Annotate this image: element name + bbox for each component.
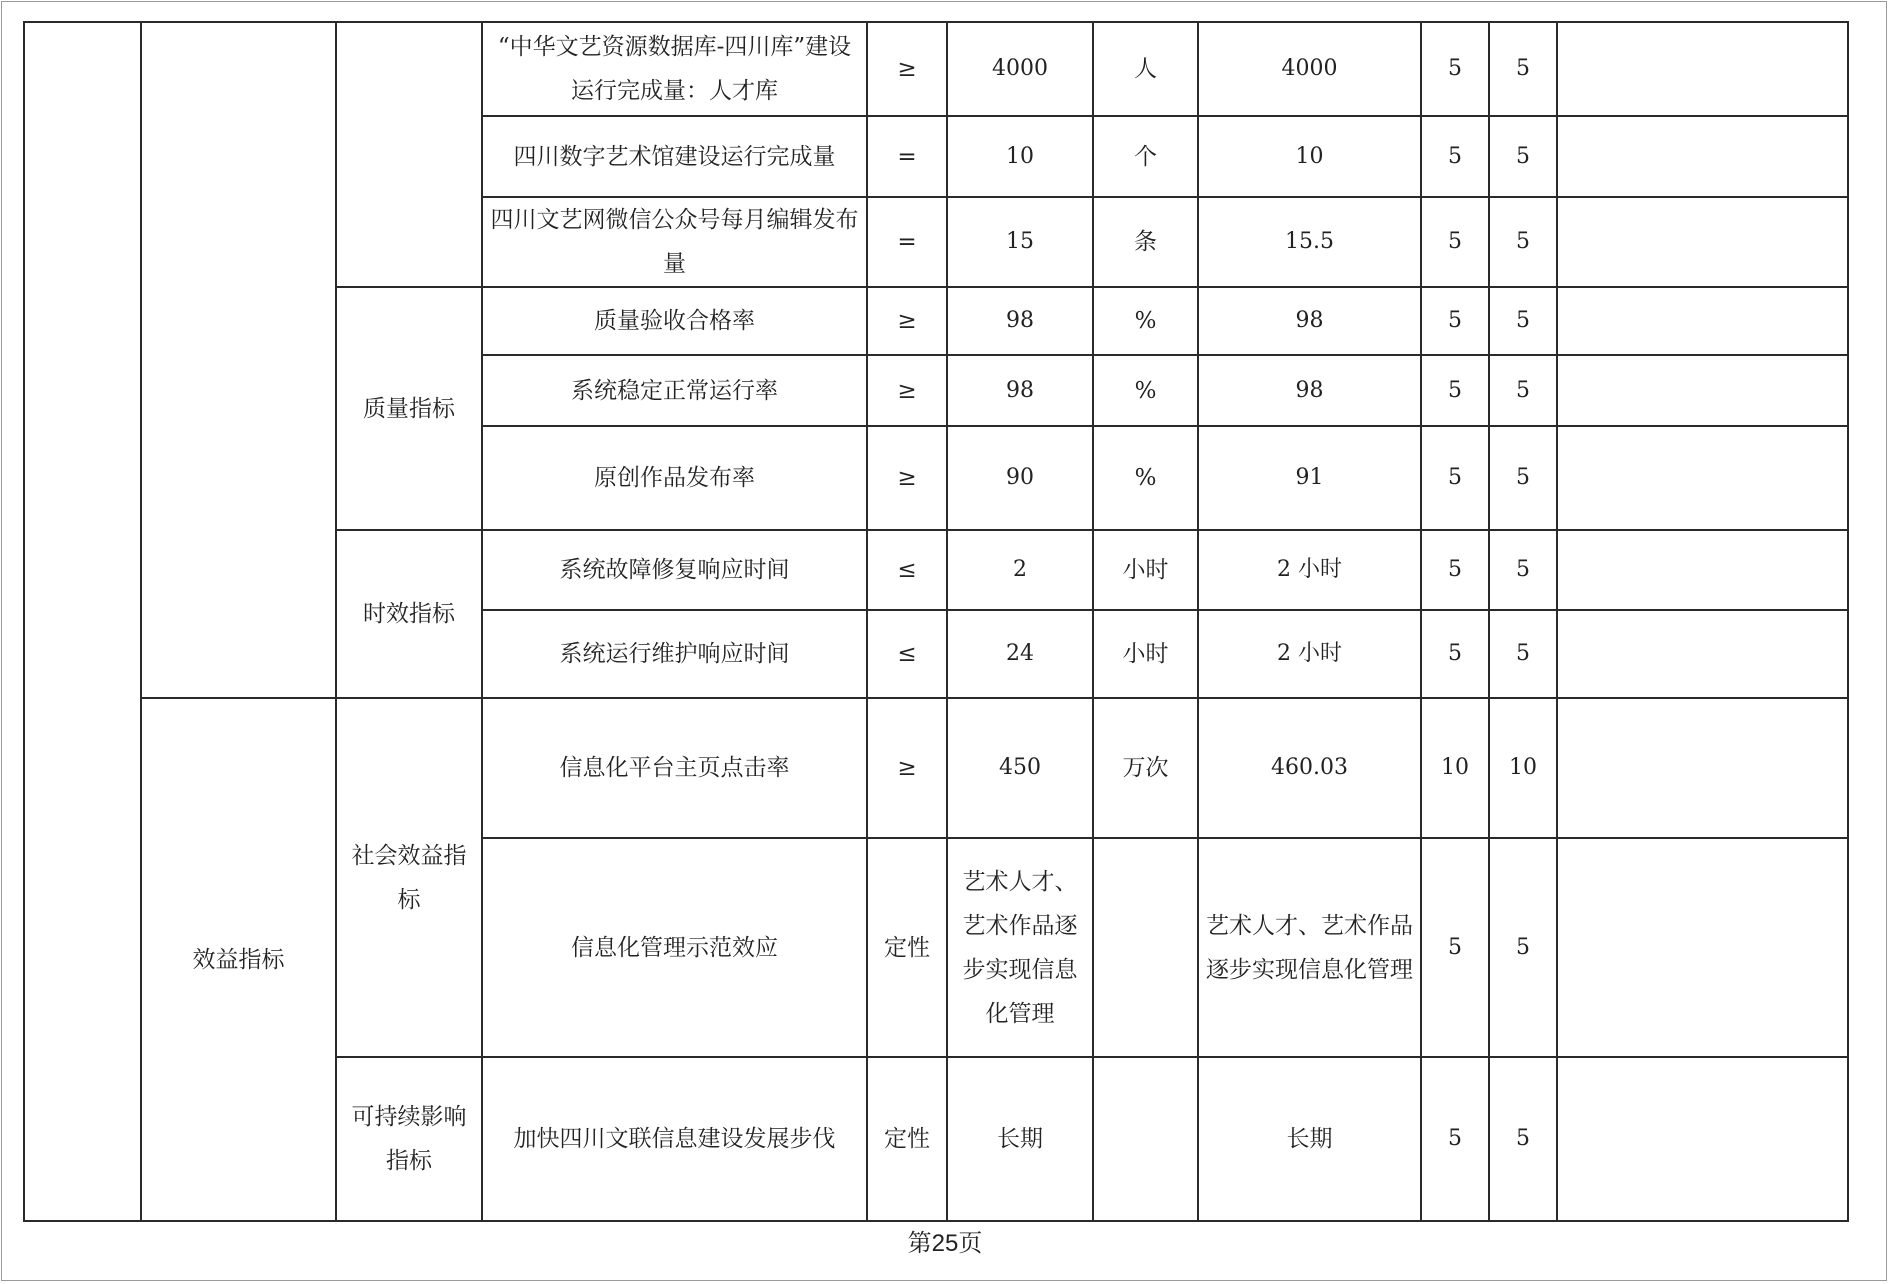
operator: = xyxy=(867,197,947,287)
score: 5 xyxy=(1489,426,1557,530)
level3-category-cell: 时效指标 xyxy=(336,530,482,698)
weight: 5 xyxy=(1421,426,1489,530)
unit: 条 xyxy=(1093,197,1198,287)
performance-indicator-table xyxy=(23,21,1849,1222)
level3-category-cell xyxy=(336,22,482,287)
remark xyxy=(1557,197,1848,287)
actual-value: 98 xyxy=(1198,355,1421,426)
target-value: 24 xyxy=(947,610,1093,698)
target-value: 2 xyxy=(947,530,1093,610)
score: 5 xyxy=(1489,287,1557,355)
remark xyxy=(1557,287,1848,355)
indicator-name: 原创作品发布率 xyxy=(482,426,867,530)
score: 5 xyxy=(1489,1057,1557,1221)
weight: 5 xyxy=(1421,287,1489,355)
remark xyxy=(1557,698,1848,838)
weight: 5 xyxy=(1421,1057,1489,1221)
remark xyxy=(1557,355,1848,426)
level2-category-cell: 效益指标 xyxy=(141,698,336,1221)
operator: ≤ xyxy=(867,610,947,698)
score: 5 xyxy=(1489,116,1557,197)
level3-category-cell: 可持续影响指标 xyxy=(336,1057,482,1221)
weight: 5 xyxy=(1421,197,1489,287)
unit: 万次 xyxy=(1093,698,1198,838)
unit: 个 xyxy=(1093,116,1198,197)
remark xyxy=(1557,1057,1848,1221)
target-value: 90 xyxy=(947,426,1093,530)
unit: 小时 xyxy=(1093,530,1198,610)
actual-value: 艺术人才、艺术作品逐步实现信息化管理 xyxy=(1198,838,1421,1057)
operator: 定性 xyxy=(867,838,947,1057)
actual-value: 91 xyxy=(1198,426,1421,530)
actual-value: 98 xyxy=(1198,287,1421,355)
level1-category-cell xyxy=(24,22,141,1221)
indicator-name: 质量验收合格率 xyxy=(482,287,867,355)
unit: 小时 xyxy=(1093,610,1198,698)
target-value: 10 xyxy=(947,116,1093,197)
actual-value: 长期 xyxy=(1198,1057,1421,1221)
target-value: 98 xyxy=(947,355,1093,426)
weight: 5 xyxy=(1421,610,1489,698)
operator: ≥ xyxy=(867,22,947,116)
unit: % xyxy=(1093,355,1198,426)
weight: 5 xyxy=(1421,530,1489,610)
remark xyxy=(1557,610,1848,698)
indicator-name: 系统运行维护响应时间 xyxy=(482,610,867,698)
target-value: 艺术人才、艺术作品逐步实现信息化管理 xyxy=(947,838,1093,1057)
weight: 5 xyxy=(1421,355,1489,426)
indicator-name: 四川文艺网微信公众号每月编辑发布量 xyxy=(482,197,867,287)
operator: ≥ xyxy=(867,287,947,355)
operator: ≥ xyxy=(867,355,947,426)
unit xyxy=(1093,838,1198,1057)
level2-category-cell xyxy=(141,22,336,698)
unit xyxy=(1093,1057,1198,1221)
actual-value: 2 小时 xyxy=(1198,610,1421,698)
unit: 人 xyxy=(1093,22,1198,116)
table-row xyxy=(24,22,1848,116)
operator: ≥ xyxy=(867,426,947,530)
actual-value: 460.03 xyxy=(1198,698,1421,838)
actual-value: 4000 xyxy=(1198,22,1421,116)
page-number: 第25页 xyxy=(907,1230,983,1257)
indicator-name: 信息化管理示范效应 xyxy=(482,838,867,1057)
score: 5 xyxy=(1489,197,1557,287)
operator: ≥ xyxy=(867,698,947,838)
indicator-name: “中华文艺资源数据库-四川库”建设运行完成量：人才库 xyxy=(482,22,867,116)
remark xyxy=(1557,426,1848,530)
weight: 5 xyxy=(1421,22,1489,116)
actual-value: 2 小时 xyxy=(1198,530,1421,610)
table-row xyxy=(24,698,1848,838)
indicator-name: 信息化平台主页点击率 xyxy=(482,698,867,838)
target-value: 4000 xyxy=(947,22,1093,116)
operator: ≤ xyxy=(867,530,947,610)
score: 10 xyxy=(1489,698,1557,838)
indicator-name: 四川数字艺术馆建设运行完成量 xyxy=(482,116,867,197)
target-value: 450 xyxy=(947,698,1093,838)
remark xyxy=(1557,838,1848,1057)
operator: = xyxy=(867,116,947,197)
remark xyxy=(1557,530,1848,610)
score: 5 xyxy=(1489,355,1557,426)
level3-category-cell: 社会效益指标 xyxy=(336,698,482,1057)
score: 5 xyxy=(1489,610,1557,698)
target-value: 98 xyxy=(947,287,1093,355)
indicator-name: 系统稳定正常运行率 xyxy=(482,355,867,426)
remark xyxy=(1557,22,1848,116)
actual-value: 15.5 xyxy=(1198,197,1421,287)
target-value: 15 xyxy=(947,197,1093,287)
indicator-name: 系统故障修复响应时间 xyxy=(482,530,867,610)
operator: 定性 xyxy=(867,1057,947,1221)
weight: 5 xyxy=(1421,838,1489,1057)
target-value: 长期 xyxy=(947,1057,1093,1221)
score: 5 xyxy=(1489,838,1557,1057)
score: 5 xyxy=(1489,22,1557,116)
remark xyxy=(1557,116,1848,197)
weight: 5 xyxy=(1421,116,1489,197)
actual-value: 10 xyxy=(1198,116,1421,197)
score: 5 xyxy=(1489,530,1557,610)
level3-category-cell: 质量指标 xyxy=(336,287,482,530)
weight: 10 xyxy=(1421,698,1489,838)
indicator-name: 加快四川文联信息建设发展步伐 xyxy=(482,1057,867,1221)
unit: % xyxy=(1093,287,1198,355)
unit: % xyxy=(1093,426,1198,530)
